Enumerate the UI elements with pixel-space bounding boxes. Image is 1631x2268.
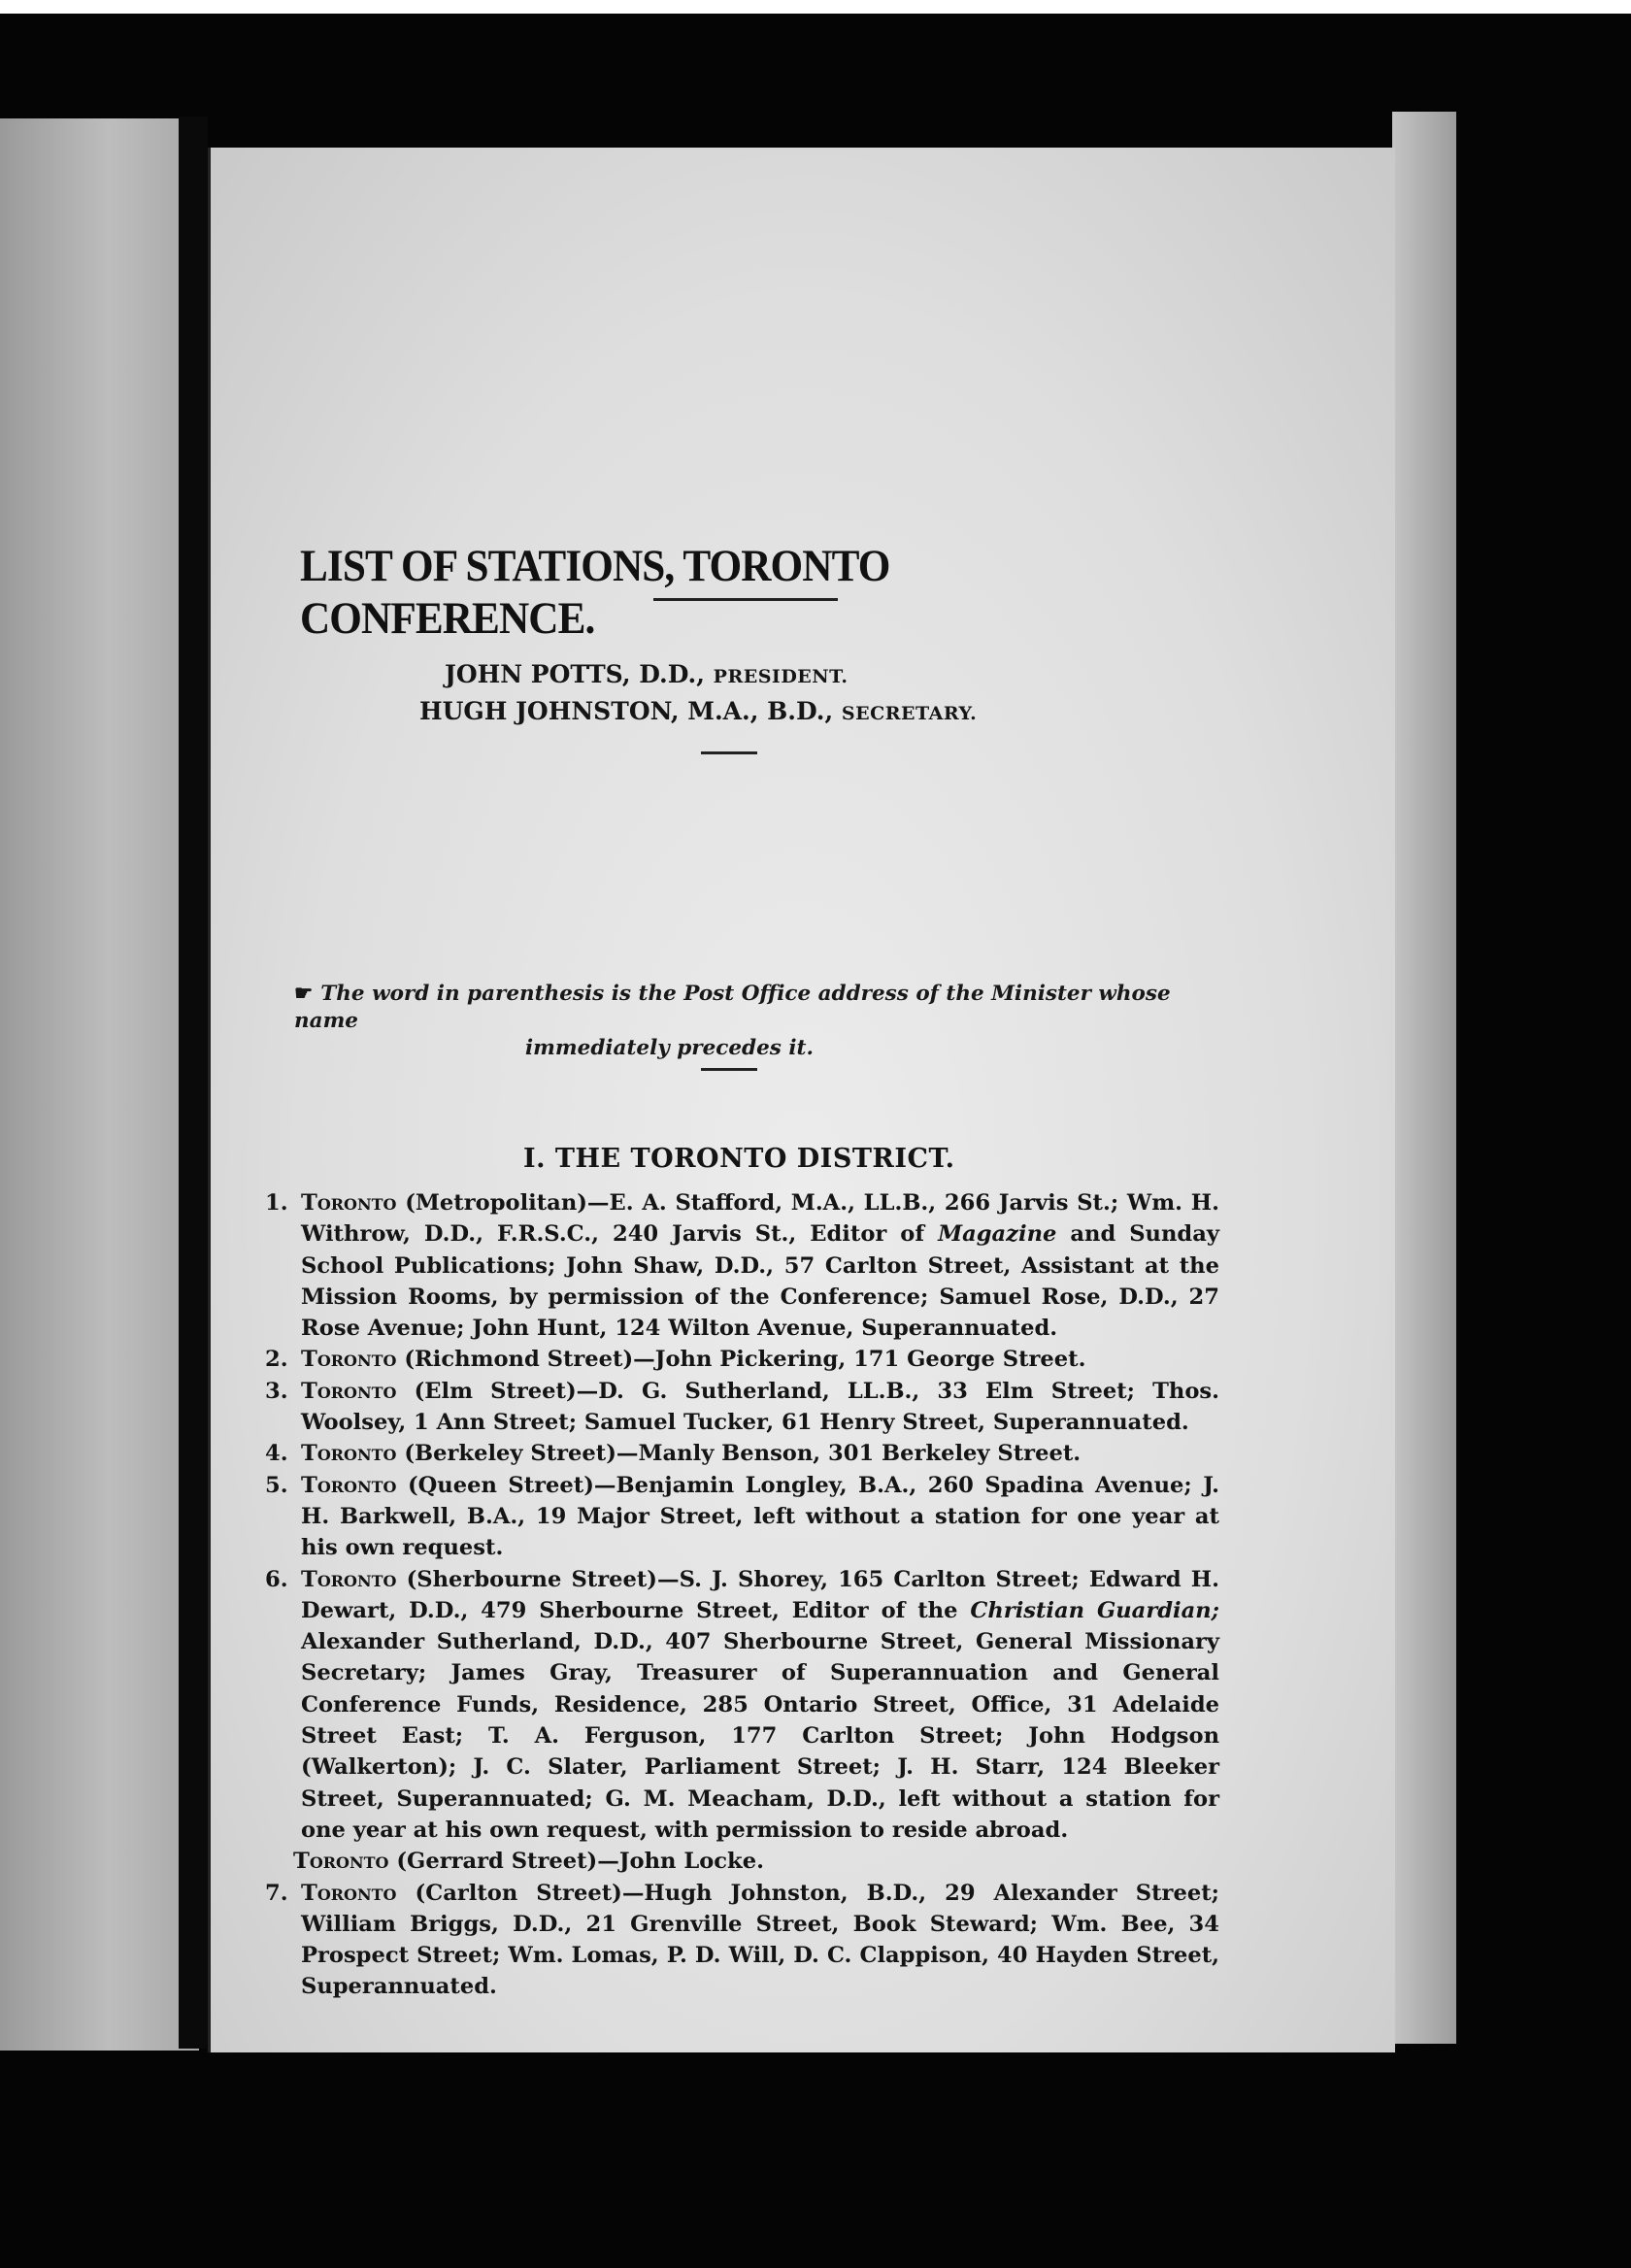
station-entry xyxy=(265,1846,1219,1877)
station-entry xyxy=(265,1470,1219,1564)
entry-text: D. G. Sutherland, LL.B., 33 Elm Street; Thos. Woolsey, 1 Ann Street; Samuel Tucker, 61 Henry Street, Superannuated. xyxy=(301,1378,1219,1436)
page-title: LIST OF STATIONS, TORONTO CONFERENCE. xyxy=(300,541,890,645)
station-entry xyxy=(265,1438,1219,1469)
entry-place: Toronto xyxy=(301,1378,397,1404)
entry-text: Christian Guardian; xyxy=(970,1597,1220,1623)
entry-place: Toronto xyxy=(293,1849,389,1875)
station-list xyxy=(265,1187,1219,2003)
officers-rule xyxy=(701,751,757,754)
facing-page-edge xyxy=(0,118,199,2051)
entry-number: 2. xyxy=(265,1347,288,1373)
station-entry xyxy=(265,1187,1219,1344)
entry-number: 5. xyxy=(265,1472,288,1498)
entry-place: Toronto xyxy=(301,1441,397,1467)
entry-text: Magazine xyxy=(938,1221,1057,1248)
entry-station: (Queen Street)— xyxy=(407,1472,616,1498)
entry-text: John Pickering, 171 George Street. xyxy=(654,1347,1086,1373)
entry-station: (Gerrard Street)— xyxy=(396,1849,619,1875)
entry-station: (Richmond Street)— xyxy=(404,1347,655,1373)
entry-number: 3. xyxy=(265,1378,288,1404)
officer-name: HUGH JOHNSTON, M.A., B.D., xyxy=(419,697,834,725)
document-page xyxy=(208,148,1395,2052)
note-rule xyxy=(701,1068,757,1071)
entry-text: Manly Benson, 301 Berkeley Street. xyxy=(638,1441,1082,1467)
entry-text: Alexander Sutherland, D.D., 407 Sherbourne Street, General Missionary Secretary; James Gray, Treasurer of Superannuation and General Conference Funds, Residence, 285 Ontario Street, Office, 31 Adelaide Street East; T. A. Ferguson, 177 Carlton Street; John Hodgson (Walkerton); J. C. Slater, Parliament Street; J. H. Starr, 124 Bleeker Street, Superannuated; G. M. Meacham, D.D., left without a station for one year at his own request, with permission to reside abroad. xyxy=(301,1629,1219,1843)
entry-place: Toronto xyxy=(301,1566,397,1592)
entry-station: (Sherbourne Street)— xyxy=(406,1566,680,1592)
note-line-1: The word in parenthesis is the Post Office address of the Minister whose name xyxy=(294,982,1171,1033)
entry-place: Toronto xyxy=(301,1472,397,1498)
officer-name: JOHN POTTS, D.D., xyxy=(445,660,705,688)
entry-place: Toronto xyxy=(301,1190,397,1216)
entry-text: E. A. Stafford, M.A., LL.B., 266 Jarvis St.; Wm. H. Withrow, D.D., F.R.S.C., 240 Jarvis St., Editor of xyxy=(301,1190,1219,1248)
entry-station: (Carlton Street)— xyxy=(415,1880,645,1906)
station-entry xyxy=(265,1344,1219,1375)
station-entry xyxy=(265,1376,1219,1439)
officer-role: SECRETARY. xyxy=(841,703,978,724)
officer-role: PRESIDENT. xyxy=(713,666,849,687)
entry-text: John Locke. xyxy=(618,1849,764,1875)
address-note xyxy=(294,981,1226,1062)
entry-number: 7. xyxy=(265,1880,288,1906)
book-binding xyxy=(179,117,208,2049)
entry-station: (Metropolitan)— xyxy=(405,1190,610,1216)
entry-number: 4. xyxy=(265,1441,288,1467)
entry-number: 1. xyxy=(265,1190,288,1216)
note-line-2: immediately precedes it. xyxy=(525,1036,814,1060)
entry-text: Hugh Johnston, B.D., 29 Alexander Street; William Briggs, D.D., 21 Grenville Street, Book Steward; Wm. Bee, 34 Prospect Street; Wm. Lomas, P. D. Will, D. C. Clappison, 40 Hayden Street, Superannuated. xyxy=(301,1880,1219,2000)
entry-place: Toronto xyxy=(301,1880,397,1906)
station-entry xyxy=(265,1878,1219,2003)
entry-station: (Elm Street)— xyxy=(414,1378,599,1404)
entry-text: S. J. Shorey, 165 Carlton Street; Edward H. Dewart, D.D., 479 Sherbourne Street, Editor of the xyxy=(301,1566,1219,1623)
entry-text: Benjamin Longley, B.A., 260 Spadina Avenue; J. H. Barkwell, B.A., 19 Major Street, left without a station for one year at his own request. xyxy=(301,1472,1219,1561)
entry-number: 6. xyxy=(265,1566,288,1592)
pointing-hand-icon: ☛ xyxy=(294,982,314,1006)
entry-station: (Berkeley Street)— xyxy=(404,1441,639,1467)
district-heading: I. THE TORONTO DISTRICT. xyxy=(523,1144,955,1174)
station-entry xyxy=(265,1564,1219,1847)
entry-text: and Sunday School Publications; John Shaw, D.D., 57 Carlton Street, Assistant at the Mission Rooms, by permission of the Conference; Samuel Rose, D.D., 27 Rose Avenue; John Hunt, 124 Wilton Avenue, Superannuated. xyxy=(301,1221,1219,1342)
title-rule xyxy=(653,598,838,601)
officer-president xyxy=(445,660,848,688)
page-stack-edge xyxy=(1392,112,1456,2044)
entry-place: Toronto xyxy=(301,1347,397,1373)
officer-secretary xyxy=(419,697,977,725)
